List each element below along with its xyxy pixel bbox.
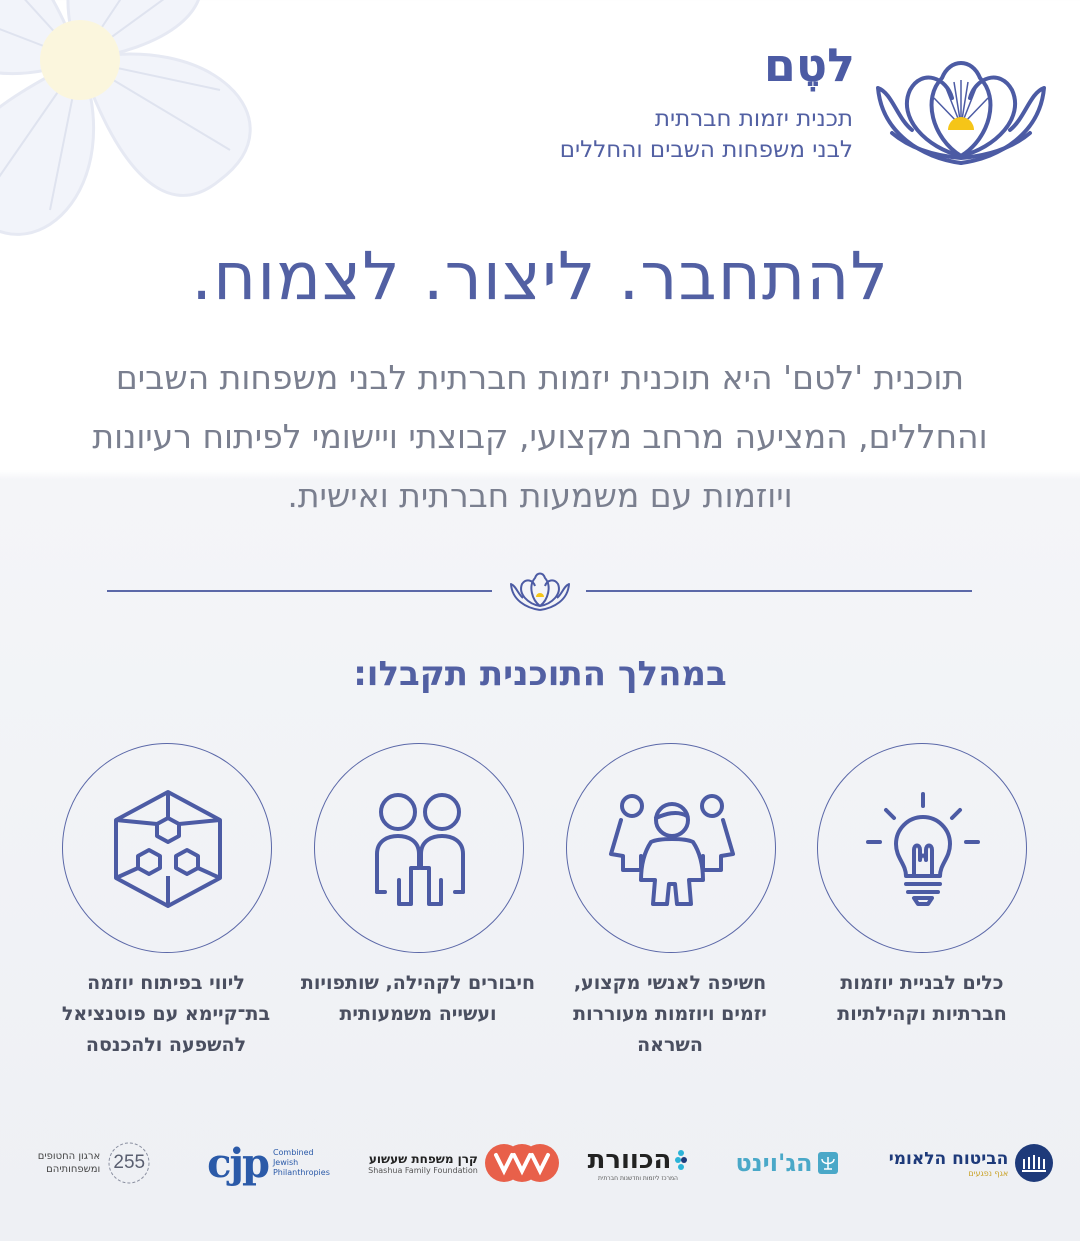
divider-line-left (107, 590, 492, 592)
sponsor-joint (722, 1140, 852, 1186)
sponsor-255-org (30, 1140, 160, 1186)
brand-subtitle-line2: לבני משפחות השבים והחללים (559, 137, 853, 163)
section-title: במהלך התוכנית תקבלו: (353, 654, 727, 694)
network-hexagon-icon (103, 784, 233, 914)
sponsor-cjp (196, 1140, 341, 1186)
brand-subtitle-line1: תכנית יזמות חברתית (654, 106, 853, 132)
sponsor-joint-name: הג'וינט (735, 1149, 813, 1177)
divider-line-right (586, 590, 972, 592)
benefit-circle-guidance (62, 743, 272, 953)
logo-flower-hands-icon (872, 38, 1050, 168)
sponsor-shashua-name: קרן משפחת שעשוע (368, 1151, 478, 1166)
sponsor-cjp-line2: Jewish (272, 1158, 299, 1167)
benefit-text-exposure: חשיפה לאנשי מקצוע, יזמים ויוזמות מעוררות השראה (573, 972, 767, 1056)
sponsor-shashua (362, 1140, 566, 1186)
org-255-line1: ארגון החטופים (37, 1151, 101, 1162)
sponsor-kaveret-name: הכוורת (587, 1144, 672, 1175)
divider-flower-icon (508, 566, 572, 614)
benefit-circle-community (314, 743, 524, 953)
org-255-emblem (106, 1140, 152, 1186)
benefit-circle-tools (817, 743, 1027, 953)
sponsor-bituach-leumi-name: הביטוח הלאומי (888, 1148, 1009, 1169)
sponsor-bituach-leumi-sub: אגף נפגעים (968, 1168, 1009, 1178)
benefit-text-community: חיבורים לקהילה, שותפויות ועשייה משמעותית (300, 972, 536, 1025)
sponsor-kaveret (588, 1140, 688, 1186)
lightbulb-icon (858, 784, 988, 914)
sponsor-cjp-line3: Philanthropies (272, 1168, 330, 1177)
intro-paragraph: תוכנית 'לטם' היא תוכנית יזמות חברתית לבני משפחות השבים והחללים, המציעה מרחב מקצועי, קבוצתי ויישומי לפיתוח רעיונות ויוזמות עם משמעות חברתית ואישית. (92, 358, 988, 515)
group-people-icon (607, 784, 737, 914)
two-people-icon (355, 784, 485, 914)
shashua-logo-icon (484, 1143, 560, 1183)
benefit-text-tools: כלים לבניית יוזמות חברתיות וקהילתיות (837, 972, 1007, 1025)
page-headline: להתחבר. ליצור. לצמוח. (191, 238, 889, 315)
joint-menorah-icon (817, 1151, 839, 1175)
org-255-line2: ומשפחותיהם (46, 1164, 101, 1175)
kaveret-dots-icon (674, 1149, 688, 1171)
sponsor-kaveret-sub: המרכז ליזמות וחדשנות חברתית (598, 1174, 678, 1182)
sponsor-shashua-sub: Shashua Family Foundation (368, 1165, 478, 1175)
sponsor-bituach-leumi (884, 1140, 1059, 1186)
benefit-text-guidance: ליווי בפיתוח יוזמה בת־קיימא עם פוטנציאל להשפעה ולהכנסה (61, 972, 271, 1056)
sponsor-cjp-name: cjp (207, 1139, 268, 1187)
bituach-leumi-emblem-icon (1014, 1143, 1054, 1183)
sponsor-cjp-line1: Combined (272, 1148, 314, 1157)
org-255-number: 255 (113, 1152, 146, 1173)
benefit-circle-exposure (566, 743, 776, 953)
brand-name: לטֶם (763, 38, 855, 92)
